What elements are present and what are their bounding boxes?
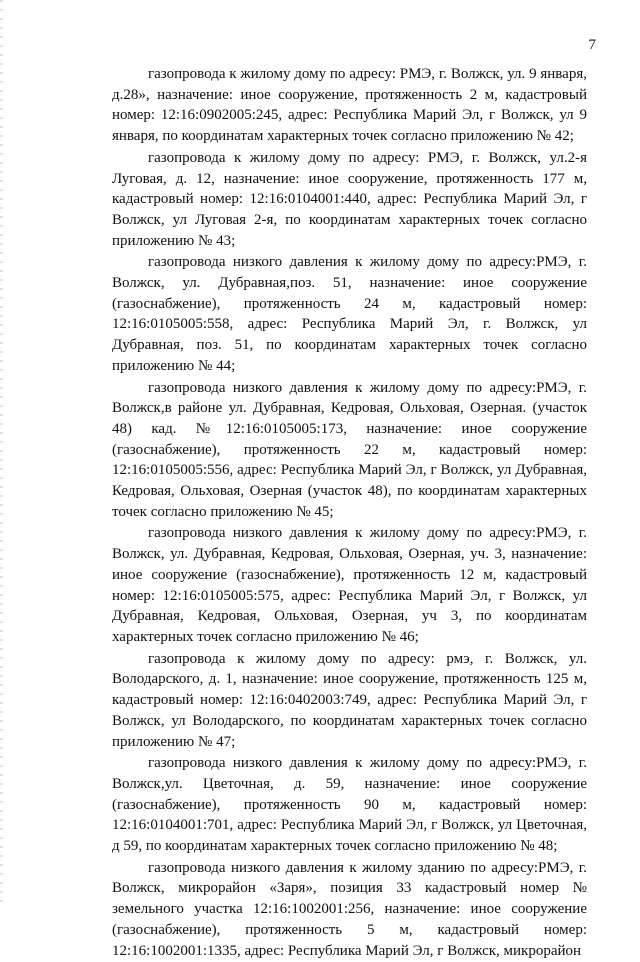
entry-43: газопровода к жилому дому по адресу: РМЭ, г. Волжск, ул.2-я Луговая, д. 12, назначение: иное сооружение, протяженность 177 м, кадастровый номер: 12:16:0104001:440, адрес: Республика Марий Эл, г Волжск, ул Луговая 2-я, по координатам характерных точек согласно приложению № 43;: [112, 149, 587, 249]
document-body: [112, 64, 587, 962]
entry-48: газопровода низкого давления к жилому дому по адресу:РМЭ, г. Волжск,ул. Цветочная, д. 59, назначение: иное сооружение (газоснабжение), протяженность 90 м, кадастровый номер: 12:16:0104001:701, адрес: Республика Марий Эл, г Волжск, ул Цветочная, д 59, по координатам характерных точек согласно приложению № 48;: [112, 755, 587, 855]
entry-49-partial: газопровода низкого давления к жилому зданию по адресу:РМЭ, г. Волжск, микрорайон «Заря», позиция 33 кадастровый номер № земельного участка 12:16:1002001:256, назначение: иное сооружение (газоснабжение), протяженность 5 м, кадастровый номер: 12:16:1002001:1335, адрес: Республика Марий Эл, г Волжск, микрорайон: [112, 859, 587, 959]
page-number: 7: [588, 37, 596, 53]
entry-44: газопровода низкого давления к жилому дому по адресу:РМЭ, г. Волжск, ул. Дубравная,поз. 51, назначение: иное сооружение (газоснабжение), протяженность 24 м, кадастровый номер: 12:16:0105005:558, адрес: Республика Марий Эл, г. Волжск, ул Дубравная, поз. 51, по координатам характерных точек согласно приложению № 44;: [112, 254, 587, 374]
scan-edge-artifact: [0, 0, 3, 905]
entry-46: газопровода низкого давления к жилому дому по адресу:РМЭ, г. Волжск, ул. Дубравная, Кедровая, Ольховая, Озерная, уч. 3, назначение: иное сооружение (газоснабжение), протяженность 12 м, кадастровый номер: 12:16:0105005:575, адрес: Республика Марий Эл, г Волжск, ул Дубравная, Кедровая, Ольховая, Озерная, уч 3, по координатам характерных точек согласно приложению № 46;: [112, 525, 587, 645]
entry-47: газопровода к жилому дому по адресу: рмэ, г. Волжск, ул. Володарского, д. 1, назначение: иное сооружение, протяженность 125 м, кадастровый номер: 12:16:0402003:749, адрес: Республика Марий Эл, г Волжск, ул Володарского, по координатам характерных точек согласно приложению № 47;: [112, 650, 587, 750]
entry-45: газопровода низкого давления к жилому дому по адресу:РМЭ, г. Волжск,в районе ул. Дубравная, Кедровая, Ольховая, Озерная. (участок 48) кад. №12:16:0105005:173, назначение: иное сооружение (газоснабжение), протяженность 22 м, кадастровый номер: 12:16:0105005:556, адрес: Республика Марий Эл, г Волжск, ул Дубравная, Кедровая, Ольховая, Озерная (участок 48), по координатам характерных точек согласно приложению № 45;: [112, 379, 587, 520]
entry-42: газопровода к жилому дому по адресу: РМЭ, г. Волжск, ул. 9 января, д.28», назначение: иное сооружение, протяженность 2 м, кадастровый номер: 12:16:0902005:245, адрес: Республика Марий Эл, г Волжск, ул 9 января, по координатам характерных точек согласно приложению № 42;: [112, 66, 587, 145]
